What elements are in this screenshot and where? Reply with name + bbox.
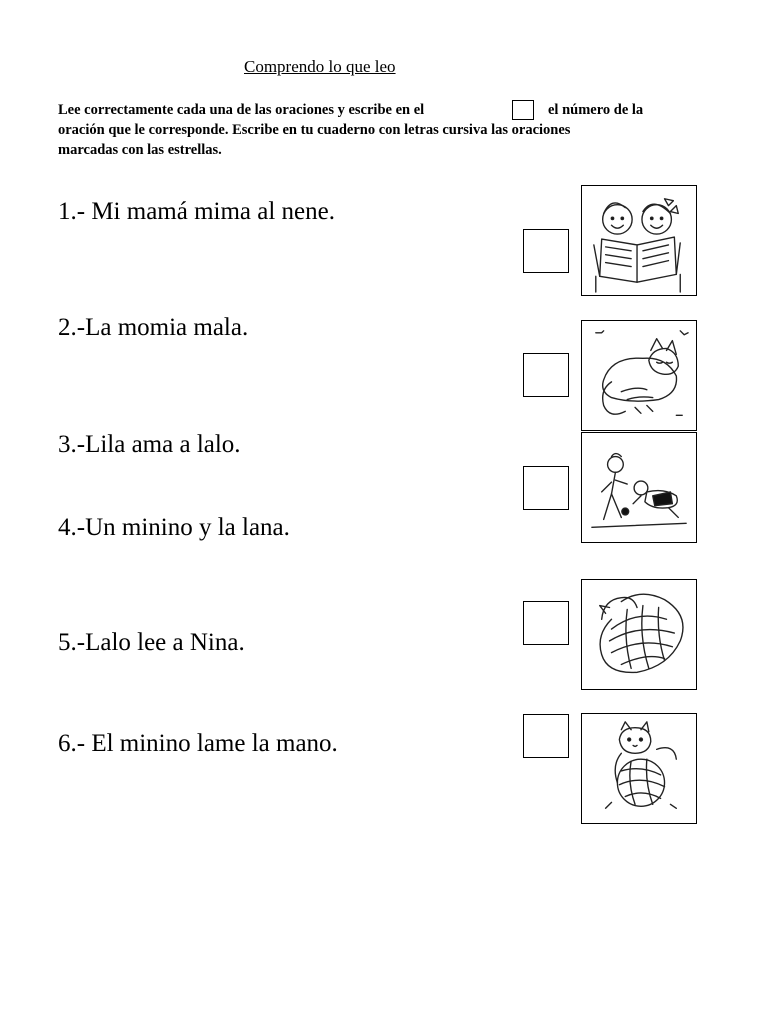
instructions [58, 100, 668, 160]
sentence-5: 5.-Lalo lee a Nina. [58, 629, 245, 656]
instructions-line-3: marcadas con las estrellas. [58, 142, 222, 158]
instructions-line-1 [58, 100, 668, 120]
page-title: Comprendo lo que leo [244, 57, 396, 76]
picture-1 [581, 185, 697, 296]
answer-box-3[interactable] [523, 466, 569, 510]
instructions-line-1-start: Lee correctamente cada una de las oraciones y escribe en el [58, 102, 425, 118]
instructions-line-1-end: el número de la [548, 102, 644, 118]
answer-box-5[interactable] [523, 714, 569, 758]
answer-box-2[interactable] [523, 353, 569, 397]
sentence-1: 1.- Mi mamá mima al nene. [58, 198, 336, 225]
sleeping-cat-icon [582, 321, 696, 430]
picture-5 [581, 713, 697, 824]
yarn-basket-icon [582, 580, 696, 689]
people-playing-icon [582, 433, 696, 542]
children-reading-book-icon [582, 186, 696, 295]
sentence-2: 2.-La momia mala. [58, 314, 249, 341]
sentence-6: 6.- El minino lame la mano. [58, 730, 338, 757]
answer-box-1[interactable] [523, 229, 569, 273]
picture-3 [581, 432, 697, 543]
instructions-line-2: oración que le corresponde. Escribe en tu cuaderno con letras cursiva las oraciones [58, 122, 571, 138]
sentence-4: 4.-Un minino y la lana. [58, 514, 290, 541]
answer-box-4[interactable] [523, 601, 569, 645]
cat-with-yarn-icon [582, 714, 696, 823]
picture-4 [581, 579, 697, 690]
example-answer-box [512, 100, 534, 120]
picture-2 [581, 320, 697, 431]
sentence-3: 3.-Lila ama a lalo. [58, 431, 241, 458]
